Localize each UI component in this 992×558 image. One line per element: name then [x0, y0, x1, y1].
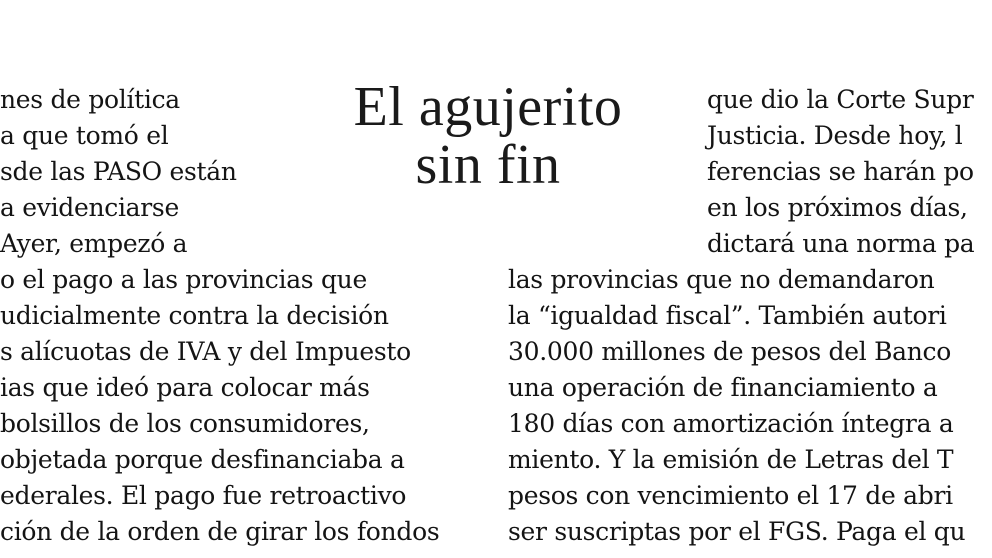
right-column-line: dictará una norma pa [707, 229, 975, 258]
right-column-line: miento. Y la emisión de Letras del T [508, 445, 954, 474]
right-column-line: que dio la Corte Supr [707, 85, 974, 114]
left-column-line: nes de política [0, 85, 180, 114]
left-column-line: a que tomó el [0, 121, 169, 150]
headline-line-2: sin fin [415, 134, 561, 196]
left-column-line: Ayer, empezó a [0, 229, 188, 258]
right-column-line: Justicia. Desde hoy, l [707, 121, 963, 150]
left-column-line: o el pago a las provincias que [0, 265, 367, 294]
right-column-line: 180 días con amortización íntegra a [508, 409, 954, 438]
right-column-line: ser suscriptas por el FGS. Paga el qu [508, 517, 966, 546]
left-column-line: udicialmente contra la decisión [0, 301, 389, 330]
right-column-line: pesos con vencimiento el 17 de abri [508, 481, 953, 510]
left-column-line: ederales. El pago fue retroactivo [0, 481, 407, 510]
left-column-line: objetada porque desfinanciaba a [0, 445, 405, 474]
right-column-line: la “igualdad fiscal”. También autori [508, 301, 947, 330]
right-column-line: las provincias que no demandaron [508, 265, 935, 294]
left-column-line: ias que ideó para colocar más [0, 373, 370, 402]
left-column-line: bolsillos de los consumidores, [0, 409, 370, 438]
left-column-line: sde las PASO están [0, 157, 237, 186]
right-column-line: en los próximos días, [707, 193, 968, 222]
headline-line-1: El agujerito [353, 76, 623, 138]
left-column-line: s alícuotas de IVA y del Impuesto [0, 337, 411, 366]
right-column-line: ferencias se harán po [707, 157, 974, 186]
left-column-line: ción de la orden de girar los fondos [0, 517, 440, 546]
headline [340, 78, 636, 194]
right-column-line: 30.000 millones de pesos del Banco [508, 337, 952, 366]
left-column-line: a evidenciarse [0, 193, 179, 222]
right-column-line: una operación de financiamiento a [508, 373, 938, 402]
